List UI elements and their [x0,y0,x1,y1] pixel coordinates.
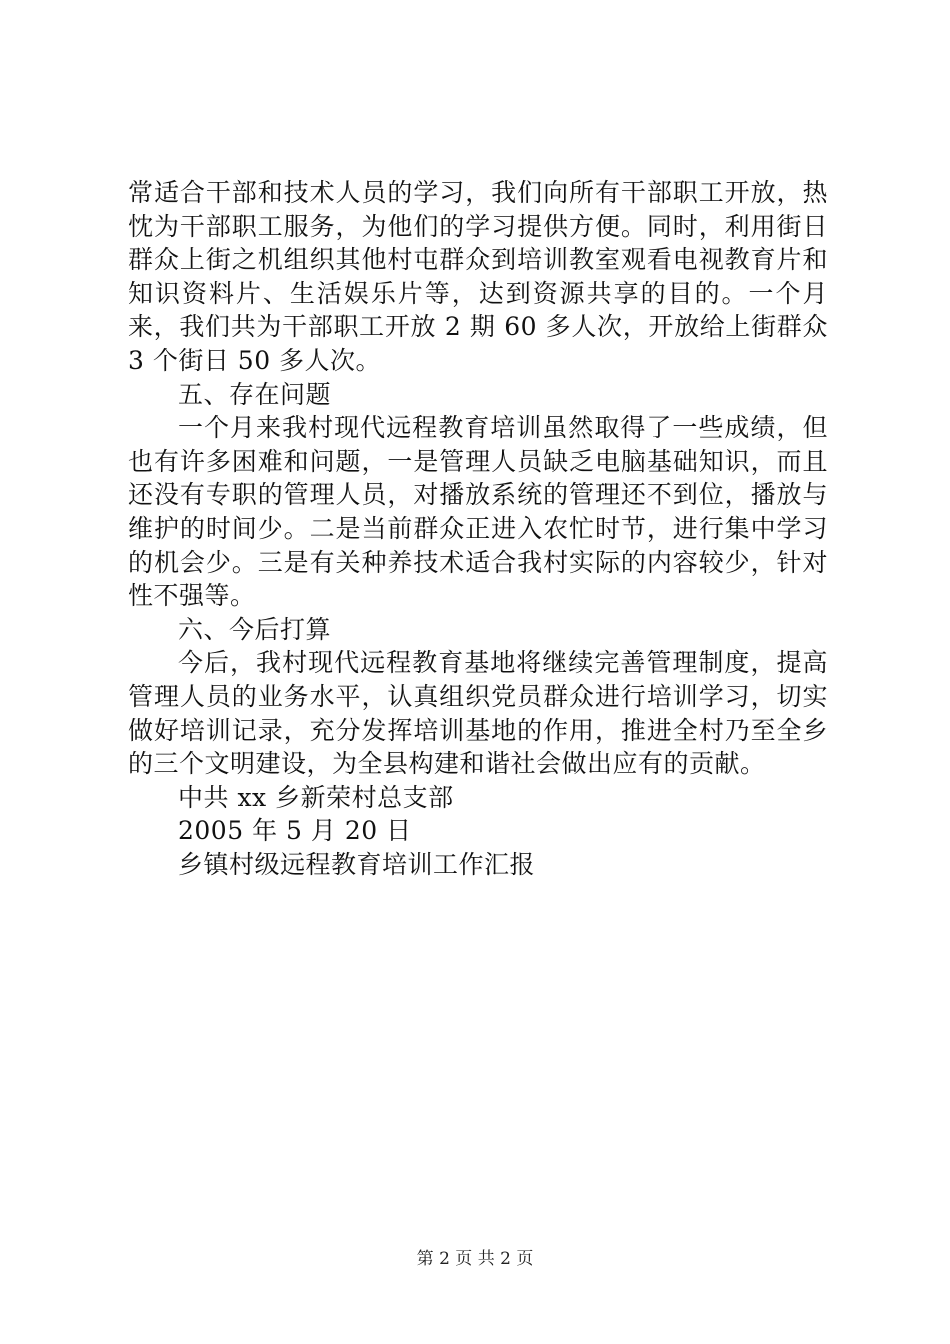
page-footer [0,1244,950,1269]
signature-organization: 中共 xx 乡新荣村总支部 [178,782,454,812]
section-heading-problems: 五、存在问题 [178,379,332,409]
paragraph-plans: 今后，我村现代远程教育基地将继续完善管理制度，提高管理人员的业务水平，认真组织党员群众进行培训学习，切实做好培训记录，充分发挥培训基地的作用，推进全村乃至全乡的三个文明建设，为全县构建和谐社会做出应有的贡献。 [128,648,828,779]
document-body [128,176,828,881]
signature-date: 2005 年 5 月 20 日 [178,816,412,846]
paragraph-continuation: 常适合干部和技术人员的学习，我们向所有干部职工开放，热忱为干部职工服务，为他们的学习提供方便。同时，利用街日群众上街之机组织其他村屯群众到培训教室观看电视教育片和知识资料片、生活娱乐片等，达到资源共享的目的。一个月来，我们共为干部职工开放 2 期 60 多人次，开放给上街群众 3 个街日 50 多人次。 [128,178,828,375]
document-title-line: 乡镇村级远程教育培训工作汇报 [178,849,536,879]
paragraph-problems: 一个月来我村现代远程教育培训虽然取得了一些成绩，但也有许多困难和问题，一是管理人员缺乏电脑基础知识，而且还没有专职的管理人员，对播放系统的管理还不到位，播放与维护的时间少。二是当前群众正进入农忙时节，进行集中学习的机会少。三是有关种养技术适合我村实际的内容较少，针对性不强等。 [128,413,828,611]
page-number-label: 第 2 页 共 2 页 [416,1249,534,1269]
section-heading-plans: 六、今后打算 [178,614,332,644]
